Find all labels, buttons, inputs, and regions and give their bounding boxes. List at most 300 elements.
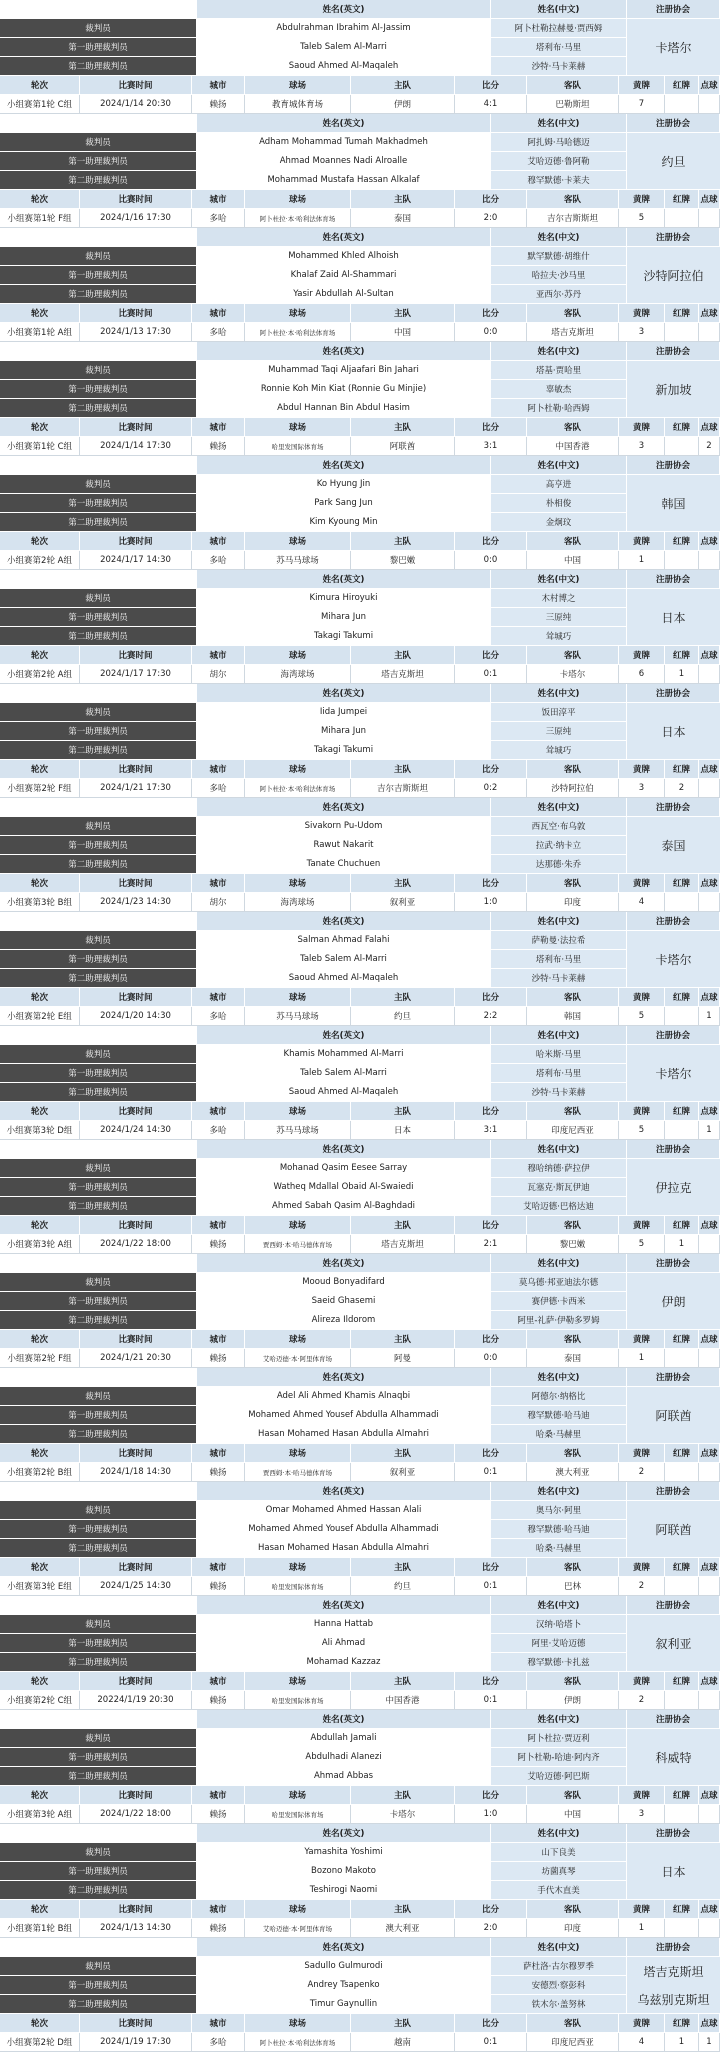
referee-row — [0, 1197, 627, 1216]
match-row — [0, 95, 720, 114]
name-en-header: 姓名(英文) — [197, 1026, 491, 1044]
match-yellow: 5 — [619, 209, 665, 227]
referee-row — [0, 836, 627, 855]
association-header: 注册协会 — [627, 456, 720, 474]
referee-row — [0, 855, 627, 874]
referee-block — [0, 0, 720, 114]
match-row — [0, 323, 720, 342]
match-away: 沙特阿拉伯 — [527, 779, 619, 797]
header-spacer — [0, 1254, 197, 1272]
referee-name-en: Adel Ali Ahmed Khamis Alnaqbi — [197, 1387, 491, 1405]
match-away: 吉尔吉斯斯坦 — [527, 209, 619, 227]
match-city: 赖扬 — [192, 1463, 245, 1481]
match-round: 小组赛第2轮 D组 — [0, 2033, 80, 2051]
referee-row — [0, 1159, 627, 1178]
match-round: 小组赛第3轮 A组 — [0, 1805, 80, 1823]
match-city: 赖扬 — [192, 437, 245, 455]
match-red: 2 — [665, 779, 699, 797]
match-time: 2024/1/22 18:00 — [80, 1235, 192, 1253]
referee-block — [0, 1938, 720, 2052]
red-header: 红牌 — [665, 190, 699, 208]
referee-row — [0, 285, 627, 304]
match-stadium: 苏马马球场 — [245, 1121, 351, 1139]
match-penalty — [699, 323, 720, 341]
score-header: 比分 — [455, 874, 527, 892]
match-away: 韩国 — [527, 1007, 619, 1025]
match-time: 20224/1/19 20:30 — [80, 1691, 192, 1709]
stadium-header: 球场 — [245, 760, 351, 778]
match-stadium: 苏马马球场 — [245, 551, 351, 569]
name-en-header: 姓名(英文) — [197, 114, 491, 132]
match-header-row — [0, 1102, 720, 1121]
association-header: 注册协会 — [627, 570, 720, 588]
referee-block — [0, 1026, 720, 1140]
score-header: 比分 — [455, 1216, 527, 1234]
round-header: 轮次 — [0, 1330, 80, 1348]
name-zh-header: 姓名(中文) — [491, 1710, 627, 1728]
header-spacer — [0, 1710, 197, 1728]
score-header: 比分 — [455, 1444, 527, 1462]
match-red — [665, 437, 699, 455]
role-label: 第一助理裁判员 — [0, 608, 197, 626]
role-label: 第一助理裁判员 — [0, 380, 197, 398]
referee-name-en: Ahmad Abbas — [197, 1767, 491, 1785]
role-label: 第二助理裁判员 — [0, 1881, 197, 1899]
penalty-header: 点球 — [699, 418, 720, 436]
match-row — [0, 551, 720, 570]
away-header: 客队 — [527, 2014, 619, 2032]
match-score: 0:0 — [455, 1349, 527, 1367]
referee-name-zh: 耸城巧 — [491, 627, 627, 645]
penalty-header: 点球 — [699, 646, 720, 664]
role-label: 第一助理裁判员 — [0, 722, 197, 740]
match-away: 澳大利亚 — [527, 1463, 619, 1481]
city-header: 城市 — [192, 646, 245, 664]
association-header: 注册协会 — [627, 1140, 720, 1158]
name-en-header: 姓名(英文) — [197, 1938, 491, 1956]
red-header: 红牌 — [665, 1672, 699, 1690]
home-header: 主队 — [351, 988, 455, 1006]
match-red — [665, 209, 699, 227]
name-en-header: 姓名(英文) — [197, 1710, 491, 1728]
header-spacer — [0, 1824, 197, 1842]
match-red — [665, 1007, 699, 1025]
stadium-header: 球场 — [245, 1672, 351, 1690]
match-header-row — [0, 988, 720, 1007]
name-en-header: 姓名(英文) — [197, 0, 491, 18]
match-red — [665, 1919, 699, 1937]
referee-row — [0, 152, 627, 171]
round-header: 轮次 — [0, 304, 80, 322]
match-row — [0, 1349, 720, 1368]
role-label: 第一助理裁判员 — [0, 266, 197, 284]
referee-name-zh: 莫乌德·邦亚迪法尔德 — [491, 1273, 627, 1291]
header-spacer — [0, 0, 197, 18]
referee-name-zh: 塔利布·马里 — [491, 38, 627, 56]
referee-name-en: Hanna Hattab — [197, 1615, 491, 1633]
match-header-row — [0, 1330, 720, 1349]
score-header: 比分 — [455, 1900, 527, 1918]
city-header: 城市 — [192, 1102, 245, 1120]
match-round: 小组赛第2轮 B组 — [0, 1463, 80, 1481]
match-row — [0, 893, 720, 912]
referee-name-zh: 萨勒曼·法拉希 — [491, 931, 627, 949]
referee-name-zh: 赛伊德·卡西米 — [491, 1292, 627, 1310]
match-row — [0, 1235, 720, 1254]
stadium-header: 球场 — [245, 1900, 351, 1918]
yellow-header: 黄牌 — [619, 1900, 665, 1918]
match-penalty: 2 — [699, 437, 720, 455]
referee-name-zh: 坊薗真琴 — [491, 1862, 627, 1880]
match-stadium: 阿卜杜拉·本·哈利法体育场 — [245, 779, 351, 797]
association-value: 伊拉克 — [627, 1159, 720, 1216]
referee-block — [0, 684, 720, 798]
match-city: 赖扬 — [192, 1805, 245, 1823]
association-value: 阿联酋 — [627, 1501, 720, 1558]
match-yellow: 7 — [619, 95, 665, 113]
role-label: 第一助理裁判员 — [0, 38, 197, 56]
referee-name-en: Saeid Ghasemi — [197, 1292, 491, 1310]
match-score: 0:1 — [455, 1463, 527, 1481]
association-header: 注册协会 — [627, 0, 720, 18]
match-away: 泰国 — [527, 1349, 619, 1367]
association-value — [627, 1957, 720, 2014]
red-header: 红牌 — [665, 1102, 699, 1120]
home-header: 主队 — [351, 304, 455, 322]
match-round: 小组赛第3轮 E组 — [0, 1577, 80, 1595]
match-time: 2024/1/24 14:30 — [80, 1121, 192, 1139]
referee-name-en: Abdulhadi Alanezi — [197, 1748, 491, 1766]
city-header: 城市 — [192, 2014, 245, 2032]
time-header: 比赛时间 — [80, 2014, 192, 2032]
referee-row — [0, 931, 627, 950]
match-home: 吉尔吉斯斯坦 — [351, 779, 455, 797]
referee-row — [0, 1843, 627, 1862]
match-yellow: 3 — [619, 323, 665, 341]
match-yellow: 2 — [619, 1463, 665, 1481]
red-header: 红牌 — [665, 1900, 699, 1918]
match-city: 多哈 — [192, 1121, 245, 1139]
name-en-header: 姓名(英文) — [197, 1596, 491, 1614]
name-en-header: 姓名(英文) — [197, 228, 491, 246]
referee-name-en: Watheq Mdallal Obaid Al-Swaiedi — [197, 1178, 491, 1196]
referee-name-en: Takagi Takumi — [197, 627, 491, 645]
name-en-header: 姓名(英文) — [197, 456, 491, 474]
referee-name-en: Mihara Jun — [197, 722, 491, 740]
referee-name-en: Sadullo Gulmurodi — [197, 1957, 491, 1975]
match-time: 2024/1/21 20:30 — [80, 1349, 192, 1367]
referee-row — [0, 247, 627, 266]
match-row — [0, 665, 720, 684]
match-penalty — [699, 551, 720, 569]
referee-name-en: Abdulrahman Ibrahim Al-Jassim — [197, 19, 491, 37]
referee-name-zh: 阿卜杜勒·哈西姆 — [491, 399, 627, 417]
match-time: 2024/1/23 14:30 — [80, 893, 192, 911]
penalty-header: 点球 — [699, 760, 720, 778]
role-label: 第二助理裁判员 — [0, 627, 197, 645]
penalty-header: 点球 — [699, 1900, 720, 1918]
name-zh-header: 姓名(中文) — [491, 1938, 627, 1956]
round-header: 轮次 — [0, 874, 80, 892]
away-header: 客队 — [527, 304, 619, 322]
match-red — [665, 893, 699, 911]
match-time: 2024/1/14 20:30 — [80, 95, 192, 113]
match-red — [665, 95, 699, 113]
round-header: 轮次 — [0, 1558, 80, 1576]
match-stadium: 教育城体育场 — [245, 95, 351, 113]
match-time: 2024/1/19 17:30 — [80, 2033, 192, 2051]
home-header: 主队 — [351, 2014, 455, 2032]
red-header: 红牌 — [665, 874, 699, 892]
referee-name-zh: 沙特·马卡莱赫 — [491, 1083, 627, 1101]
referee-row — [0, 1292, 627, 1311]
match-row — [0, 1577, 720, 1596]
match-penalty — [699, 1577, 720, 1595]
home-header: 主队 — [351, 1672, 455, 1690]
match-round: 小组赛第2轮 E组 — [0, 1007, 80, 1025]
city-header: 城市 — [192, 418, 245, 436]
referee-name-en: Tanate Chuchuen — [197, 855, 491, 873]
match-score: 1:0 — [455, 1805, 527, 1823]
role-label: 第二助理裁判员 — [0, 1767, 197, 1785]
referee-row — [0, 380, 627, 399]
match-score: 3:1 — [455, 437, 527, 455]
time-header: 比赛时间 — [80, 532, 192, 550]
city-header: 城市 — [192, 190, 245, 208]
association-header: 注册协会 — [627, 1254, 720, 1272]
header-spacer — [0, 684, 197, 702]
referee-name-zh: 默罕默德·胡维什 — [491, 247, 627, 265]
penalty-header: 点球 — [699, 988, 720, 1006]
yellow-header: 黄牌 — [619, 1444, 665, 1462]
referee-row — [0, 1273, 627, 1292]
referee-name-en: Omar Mohamed Ahmed Hassan Alali — [197, 1501, 491, 1519]
penalty-header: 点球 — [699, 1672, 720, 1690]
association-value: 泰国 — [627, 817, 720, 874]
referee-block — [0, 798, 720, 912]
match-home: 塔吉克斯坦 — [351, 1235, 455, 1253]
red-header: 红牌 — [665, 646, 699, 664]
yellow-header: 黄牌 — [619, 874, 665, 892]
referee-name-en: Saoud Ahmed Al-Maqaleh — [197, 969, 491, 987]
referee-row — [0, 741, 627, 760]
match-time: 2024/1/13 14:30 — [80, 1919, 192, 1937]
home-header: 主队 — [351, 646, 455, 664]
referee-name-zh: 艾哈迈德·鲁阿勒 — [491, 152, 627, 170]
referee-name-zh: 萨杜洛·古尔穆罗季 — [491, 1957, 627, 1975]
yellow-header: 黄牌 — [619, 1102, 665, 1120]
match-yellow: 3 — [619, 437, 665, 455]
match-away: 中国 — [527, 551, 619, 569]
time-header: 比赛时间 — [80, 76, 192, 94]
match-time: 2024/1/17 14:30 — [80, 551, 192, 569]
stadium-header: 球场 — [245, 418, 351, 436]
penalty-header: 点球 — [699, 76, 720, 94]
match-stadium: 阿卜杜拉·本·哈利法体育场 — [245, 2033, 351, 2051]
penalty-header: 点球 — [699, 2014, 720, 2032]
referee-row — [0, 969, 627, 988]
match-home: 澳大利亚 — [351, 1919, 455, 1937]
match-header-row — [0, 646, 720, 665]
association-header: 注册协会 — [627, 912, 720, 930]
home-header: 主队 — [351, 76, 455, 94]
stadium-header: 球场 — [245, 874, 351, 892]
referee-row — [0, 1634, 627, 1653]
match-red: 1 — [665, 665, 699, 683]
association-header: 注册协会 — [627, 1482, 720, 1500]
city-header: 城市 — [192, 988, 245, 1006]
match-yellow: 5 — [619, 1121, 665, 1139]
round-header: 轮次 — [0, 1672, 80, 1690]
penalty-header: 点球 — [699, 1102, 720, 1120]
header-spacer — [0, 1938, 197, 1956]
match-penalty — [699, 95, 720, 113]
referee-name-zh: 阿卜杜拉·贾迈利 — [491, 1729, 627, 1747]
name-zh-header: 姓名(中文) — [491, 1824, 627, 1842]
role-label: 第二助理裁判员 — [0, 1653, 197, 1671]
role-label: 裁判员 — [0, 1387, 197, 1405]
red-header: 红牌 — [665, 1330, 699, 1348]
match-score: 2:0 — [455, 1919, 527, 1937]
match-yellow: 1 — [619, 1919, 665, 1937]
association-value: 叙利亚 — [627, 1615, 720, 1672]
score-header: 比分 — [455, 760, 527, 778]
match-penalty — [699, 1805, 720, 1823]
role-label: 第二助理裁判员 — [0, 57, 197, 75]
role-label: 第一助理裁判员 — [0, 494, 197, 512]
referee-row — [0, 1178, 627, 1197]
round-header: 轮次 — [0, 1444, 80, 1462]
red-header: 红牌 — [665, 1444, 699, 1462]
referee-name-en: Adham Mohammad Tumah Makhadmeh — [197, 133, 491, 151]
match-home: 约旦 — [351, 1577, 455, 1595]
name-zh-header: 姓名(中文) — [491, 798, 627, 816]
referee-name-en: Ali Ahmad — [197, 1634, 491, 1652]
role-label: 第二助理裁判员 — [0, 855, 197, 873]
match-home: 中国香港 — [351, 1691, 455, 1709]
city-header: 城市 — [192, 760, 245, 778]
referee-block — [0, 1824, 720, 1938]
time-header: 比赛时间 — [80, 760, 192, 778]
referee-name-en: Abdullah Jamali — [197, 1729, 491, 1747]
referee-name-zh: 塔利布·马里 — [491, 950, 627, 968]
association-value: 韩国 — [627, 475, 720, 532]
referee-block — [0, 114, 720, 228]
referee-block — [0, 228, 720, 342]
match-header-row — [0, 418, 720, 437]
match-away: 印度尼西亚 — [527, 1121, 619, 1139]
name-zh-header: 姓名(中文) — [491, 1140, 627, 1158]
match-away: 印度 — [527, 893, 619, 911]
match-time: 2024/1/21 17:30 — [80, 779, 192, 797]
referee-row — [0, 1653, 627, 1672]
name-zh-header: 姓名(中文) — [491, 684, 627, 702]
match-home: 中国 — [351, 323, 455, 341]
header-spacer — [0, 1482, 197, 1500]
match-city: 胡尔 — [192, 893, 245, 911]
stadium-header: 球场 — [245, 76, 351, 94]
referee-row — [0, 399, 627, 418]
city-header: 城市 — [192, 1216, 245, 1234]
away-header: 客队 — [527, 76, 619, 94]
association-value-bottom: 乌兹别克斯坦 — [637, 1992, 710, 2007]
referee-name-en: Timur Gaynullin — [197, 1995, 491, 2013]
match-header-row — [0, 304, 720, 323]
referee-name-zh: 穆罕默德·卡莱夫 — [491, 171, 627, 189]
referee-name-zh: 穆哈纳德·萨拉伊 — [491, 1159, 627, 1177]
yellow-header: 黄牌 — [619, 1330, 665, 1348]
match-time: 2024/1/13 17:30 — [80, 323, 192, 341]
yellow-header: 黄牌 — [619, 190, 665, 208]
match-time: 2024/1/16 17:30 — [80, 209, 192, 227]
yellow-header: 黄牌 — [619, 76, 665, 94]
match-header-row — [0, 1786, 720, 1805]
referee-name-en: Yamashita Yoshimi — [197, 1843, 491, 1861]
match-city: 多哈 — [192, 779, 245, 797]
association-value: 新加坡 — [627, 361, 720, 418]
role-label: 第二助理裁判员 — [0, 741, 197, 759]
penalty-header: 点球 — [699, 1444, 720, 1462]
match-yellow: 5 — [619, 1235, 665, 1253]
match-city: 多哈 — [192, 323, 245, 341]
match-penalty — [699, 1463, 720, 1481]
city-header: 城市 — [192, 76, 245, 94]
red-header: 红牌 — [665, 532, 699, 550]
referee-name-en: Mohammed Khled Alhoish — [197, 247, 491, 265]
role-label: 裁判员 — [0, 1159, 197, 1177]
match-score: 0:2 — [455, 779, 527, 797]
referee-name-zh: 艾哈迈德·巴格达迪 — [491, 1197, 627, 1215]
role-label: 第一助理裁判员 — [0, 1976, 197, 1994]
referee-name-en: Salman Ahmad Falahi — [197, 931, 491, 949]
match-city: 赖扬 — [192, 1235, 245, 1253]
referee-name-en: Kimura Hiroyuki — [197, 589, 491, 607]
home-header: 主队 — [351, 532, 455, 550]
referee-row — [0, 513, 627, 532]
round-header: 轮次 — [0, 988, 80, 1006]
referee-name-en: Mohamed Ahmed Yousef Abdulla Alhammadi — [197, 1406, 491, 1424]
name-en-header: 姓名(英文) — [197, 1140, 491, 1158]
match-score: 0:1 — [455, 1691, 527, 1709]
role-label: 第一助理裁判员 — [0, 1520, 197, 1538]
referee-name-en: Park Sang Jun — [197, 494, 491, 512]
role-label: 裁判员 — [0, 589, 197, 607]
referee-name-en: Mihara Jun — [197, 608, 491, 626]
header-spacer — [0, 1596, 197, 1614]
penalty-header: 点球 — [699, 1330, 720, 1348]
role-label: 第二助理裁判员 — [0, 513, 197, 531]
header-spacer — [0, 1368, 197, 1386]
stadium-header: 球场 — [245, 532, 351, 550]
match-round: 小组赛第2轮 F组 — [0, 1349, 80, 1367]
referee-name-zh: 辜敏杰 — [491, 380, 627, 398]
away-header: 客队 — [527, 1672, 619, 1690]
association-value: 科威特 — [627, 1729, 720, 1786]
stadium-header: 球场 — [245, 988, 351, 1006]
match-stadium: 哈里发国际体育场 — [245, 1577, 351, 1595]
association-header: 注册协会 — [627, 1938, 720, 1956]
referee-name-zh: 手代木直美 — [491, 1881, 627, 1899]
referee-name-en: Kim Kyoung Min — [197, 513, 491, 531]
match-stadium: 阿卜杜拉·本·哈利法体育场 — [245, 209, 351, 227]
match-time: 2024/1/22 18:00 — [80, 1805, 192, 1823]
association-value: 卡塔尔 — [627, 1045, 720, 1102]
match-header-row — [0, 1444, 720, 1463]
time-header: 比赛时间 — [80, 1330, 192, 1348]
referee-name-zh: 高亨进 — [491, 475, 627, 493]
referee-block — [0, 456, 720, 570]
referee-row — [0, 1064, 627, 1083]
